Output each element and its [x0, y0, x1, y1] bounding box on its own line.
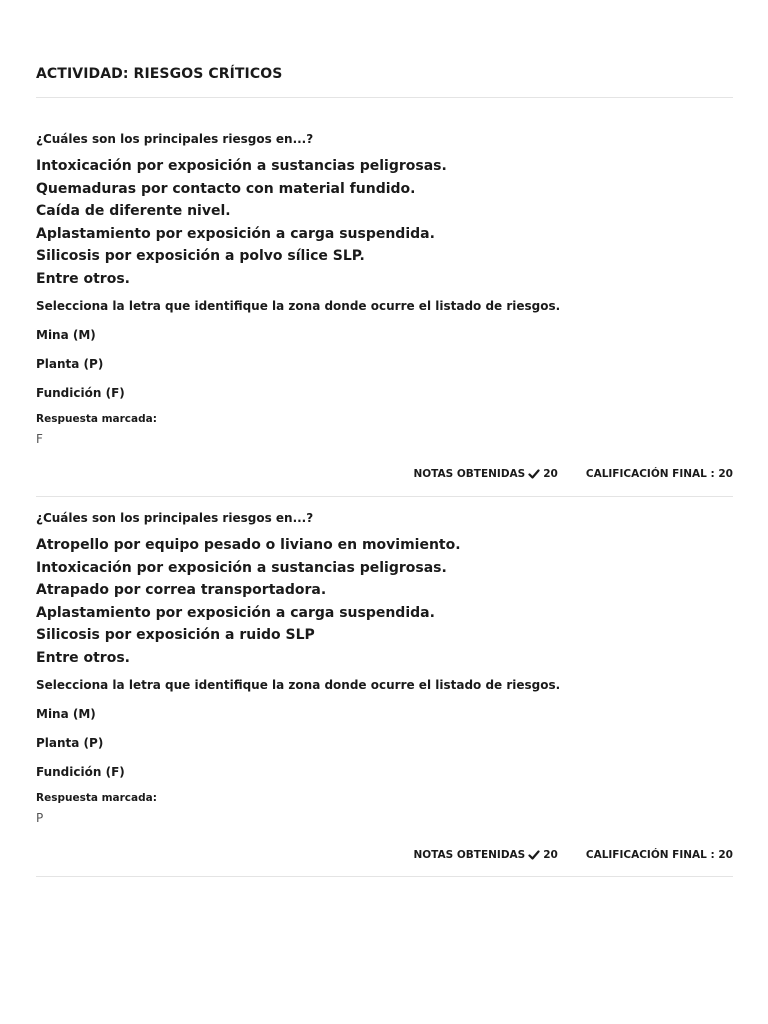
final-grade: CALIFICACIÓN FINAL : 20 — [585, 849, 733, 861]
risk-item: Silicosis por exposición a ruido SLP — [36, 627, 315, 643]
option-planta: Planta (P) — [36, 357, 104, 371]
question-title: ¿Cuáles son los principales riesgos en...? — [36, 511, 314, 525]
score-value: 20 — [543, 468, 558, 480]
answer-value: P — [36, 811, 44, 825]
question-title: ¿Cuáles son los principales riesgos en...? — [36, 132, 314, 146]
score-label: NOTAS OBTENIDAS — [413, 468, 526, 480]
score-value: 20 — [543, 849, 558, 861]
title-divider — [36, 97, 733, 98]
question-instruction: Selecciona la letra que identifique la zona donde ocurre el listado de riesgos. — [36, 678, 561, 692]
option-planta: Planta (P) — [36, 736, 104, 750]
score-row — [413, 849, 733, 861]
risk-item: Silicosis por exposición a polvo sílice SLP. — [36, 248, 365, 264]
score-area-1 — [36, 468, 733, 484]
bottom-divider — [36, 876, 733, 877]
question-divider — [36, 496, 733, 497]
check-icon — [528, 849, 540, 861]
risk-item: Intoxicación por exposición a sustancias peligrosas. — [36, 158, 447, 174]
score-row — [413, 468, 733, 480]
risk-item: Aplastamiento por exposición a carga suspendida. — [36, 225, 435, 242]
risk-item: Entre otros. — [36, 270, 130, 287]
risk-item: Aplastamiento por exposición a carga suspendida. — [36, 604, 435, 621]
check-icon — [528, 468, 540, 480]
answer-label: Respuesta marcada: — [36, 413, 157, 425]
risk-item: Entre otros. — [36, 649, 130, 666]
final-grade: CALIFICACIÓN FINAL : 20 — [585, 468, 733, 480]
question-block-2 — [36, 510, 733, 826]
page-title: ACTIVIDAD: RIESGOS CRÍTICOS — [36, 66, 283, 82]
answer-label: Respuesta marcada: — [36, 792, 157, 804]
option-mina: Mina (M) — [36, 707, 96, 721]
score-area-2 — [36, 849, 733, 865]
option-mina: Mina (M) — [36, 328, 96, 342]
risk-item: Caída de diferente nivel. — [36, 203, 231, 219]
answer-value: F — [36, 432, 43, 446]
option-fundicion: Fundición (F) — [36, 765, 125, 779]
risk-list — [36, 155, 733, 290]
risk-list — [36, 534, 733, 669]
risk-item: Quemaduras por contacto con material fundido. — [36, 180, 416, 197]
risk-item: Intoxicación por exposición a sustancias peligrosas. — [36, 559, 447, 576]
question-block-1 — [36, 131, 733, 447]
question-instruction: Selecciona la letra que identifique la zona donde ocurre el listado de riesgos. — [36, 299, 561, 313]
score-label: NOTAS OBTENIDAS — [413, 849, 526, 861]
risk-item: Atrapado por correa transportadora. — [36, 582, 327, 598]
option-fundicion: Fundición (F) — [36, 386, 125, 400]
risk-item: Atropello por equipo pesado o liviano en movimiento. — [36, 537, 461, 553]
